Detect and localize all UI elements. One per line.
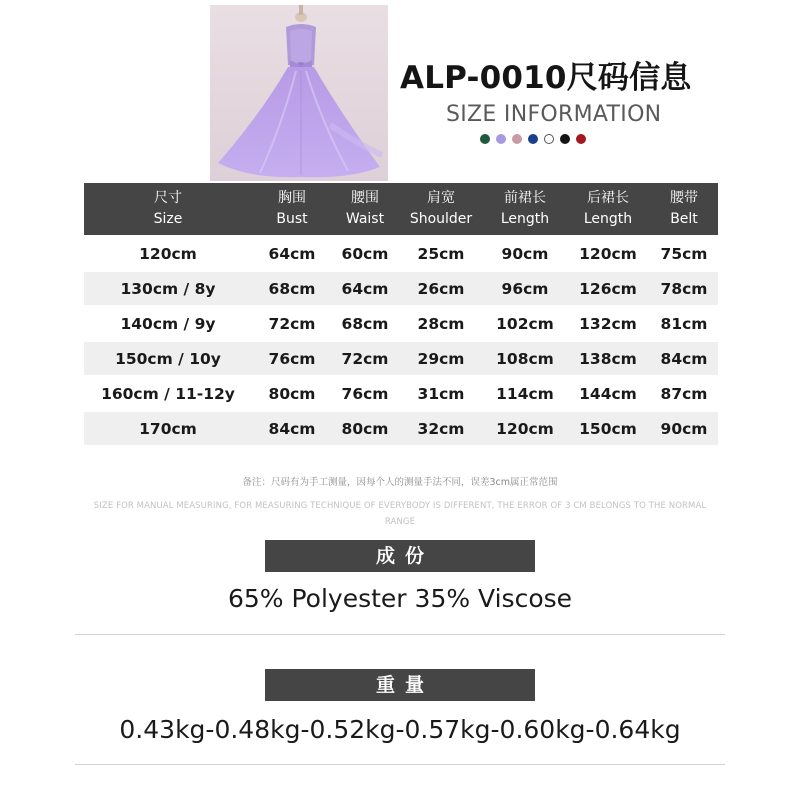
color-swatch-lavender[interactable] [496, 134, 506, 144]
table-cell-back-length: 138cm [566, 341, 650, 376]
column-header-cn: 肩宽 [427, 190, 455, 206]
table-cell-front-length: 108cm [484, 341, 566, 376]
measurement-note-cn: 备注：尺码有为手工测量，因每个人的测量手法不同，误差3cm属正常范围 [242, 477, 558, 488]
column-header-waist [332, 183, 398, 236]
column-header-en: Belt [670, 211, 698, 227]
table-cell-belt: 81cm [650, 306, 718, 341]
table-row [84, 411, 718, 446]
table-row [84, 306, 718, 341]
table-cell-back-length: 120cm [566, 236, 650, 271]
table-cell-shoulder: 29cm [398, 341, 484, 376]
table-cell-shoulder: 28cm [398, 306, 484, 341]
table-cell-shoulder: 31cm [398, 376, 484, 411]
column-header-en: Size [153, 211, 183, 227]
size-table [84, 183, 718, 447]
table-cell-shoulder: 32cm [398, 411, 484, 446]
color-swatches [480, 134, 586, 144]
color-swatch-dark-green[interactable] [480, 134, 490, 144]
column-header-en: Shoulder [409, 211, 473, 227]
table-row [84, 271, 718, 306]
table-cell-bust: 80cm [252, 376, 332, 411]
table-cell-bust: 72cm [252, 306, 332, 341]
table-cell-waist: 76cm [332, 376, 398, 411]
table-cell-size: 150cm / 10y [84, 341, 252, 376]
table-row [84, 236, 718, 271]
table-row [84, 341, 718, 376]
page-title: ALP-0010尺码信息 [400, 60, 692, 96]
table-cell-shoulder: 25cm [398, 236, 484, 271]
column-header-cn: 前裙长 [504, 190, 546, 206]
table-cell-front-length: 90cm [484, 236, 566, 271]
table-cell-shoulder: 26cm [398, 271, 484, 306]
color-swatch-white[interactable] [544, 134, 554, 144]
table-cell-belt: 84cm [650, 341, 718, 376]
table-cell-waist: 72cm [332, 341, 398, 376]
column-header-shoulder [398, 183, 484, 236]
divider [75, 764, 725, 765]
column-header-belt [650, 183, 718, 236]
table-cell-back-length: 132cm [566, 306, 650, 341]
composition-heading: 成份 [265, 540, 535, 572]
table-cell-size: 120cm [84, 236, 252, 271]
color-swatch-black[interactable] [560, 134, 570, 144]
column-header-cn: 腰带 [670, 190, 698, 206]
table-cell-belt: 87cm [650, 376, 718, 411]
table-cell-belt: 78cm [650, 271, 718, 306]
column-header-back-length [566, 183, 650, 236]
table-cell-waist: 68cm [332, 306, 398, 341]
table-cell-belt: 75cm [650, 236, 718, 271]
column-header-en: Bust [276, 211, 308, 227]
table-cell-waist: 64cm [332, 271, 398, 306]
column-header-cn: 腰围 [351, 190, 379, 206]
table-cell-size: 170cm [84, 411, 252, 446]
purple-gown-photo-icon [210, 5, 388, 181]
color-swatch-navy[interactable] [528, 134, 538, 144]
color-swatch-dusty-pink[interactable] [512, 134, 522, 144]
composition-text: 65% Polyester 35% Viscose [227, 584, 573, 613]
measurement-note-en: SIZE FOR MANUAL MEASURING, FOR MEASURING TECHNIQUE OF EVERYBODY IS DIFFERENT, THE ERROR OF 3 CM BELONGS TO THE NORMAL RANGE [93, 501, 707, 527]
table-cell-belt: 90cm [650, 411, 718, 446]
table-cell-front-length: 102cm [484, 306, 566, 341]
column-header-en: Waist [345, 211, 385, 227]
table-cell-bust: 76cm [252, 341, 332, 376]
product-photo [210, 5, 388, 181]
table-cell-back-length: 126cm [566, 271, 650, 306]
column-header-cn: 尺寸 [154, 190, 182, 206]
column-header-front-length [484, 183, 566, 236]
page-subtitle: SIZE INFORMATION [446, 102, 662, 127]
column-header-size [84, 183, 252, 236]
table-cell-bust: 68cm [252, 271, 332, 306]
table-cell-front-length: 120cm [484, 411, 566, 446]
column-header-cn: 后裙长 [587, 190, 629, 206]
weight-heading: 重量 [265, 669, 535, 701]
column-header-bust [252, 183, 332, 236]
table-cell-bust: 64cm [252, 236, 332, 271]
table-cell-waist: 80cm [332, 411, 398, 446]
column-header-en: Length [583, 211, 633, 227]
table-cell-size: 160cm / 11-12y [84, 376, 252, 411]
table-cell-bust: 84cm [252, 411, 332, 446]
table-cell-back-length: 150cm [566, 411, 650, 446]
table-cell-back-length: 144cm [566, 376, 650, 411]
weight-text: 0.43kg-0.48kg-0.52kg-0.57kg-0.60kg-0.64kg [119, 715, 681, 744]
table-cell-waist: 60cm [332, 236, 398, 271]
column-header-en: Length [500, 211, 550, 227]
table-cell-front-length: 96cm [484, 271, 566, 306]
table-cell-size: 130cm / 8y [84, 271, 252, 306]
divider [75, 634, 725, 635]
table-cell-size: 140cm / 9y [84, 306, 252, 341]
table-cell-front-length: 114cm [484, 376, 566, 411]
table-row [84, 376, 718, 411]
size-table-header [84, 183, 718, 236]
color-swatch-burgundy[interactable] [576, 134, 586, 144]
column-header-cn: 胸围 [278, 190, 306, 206]
